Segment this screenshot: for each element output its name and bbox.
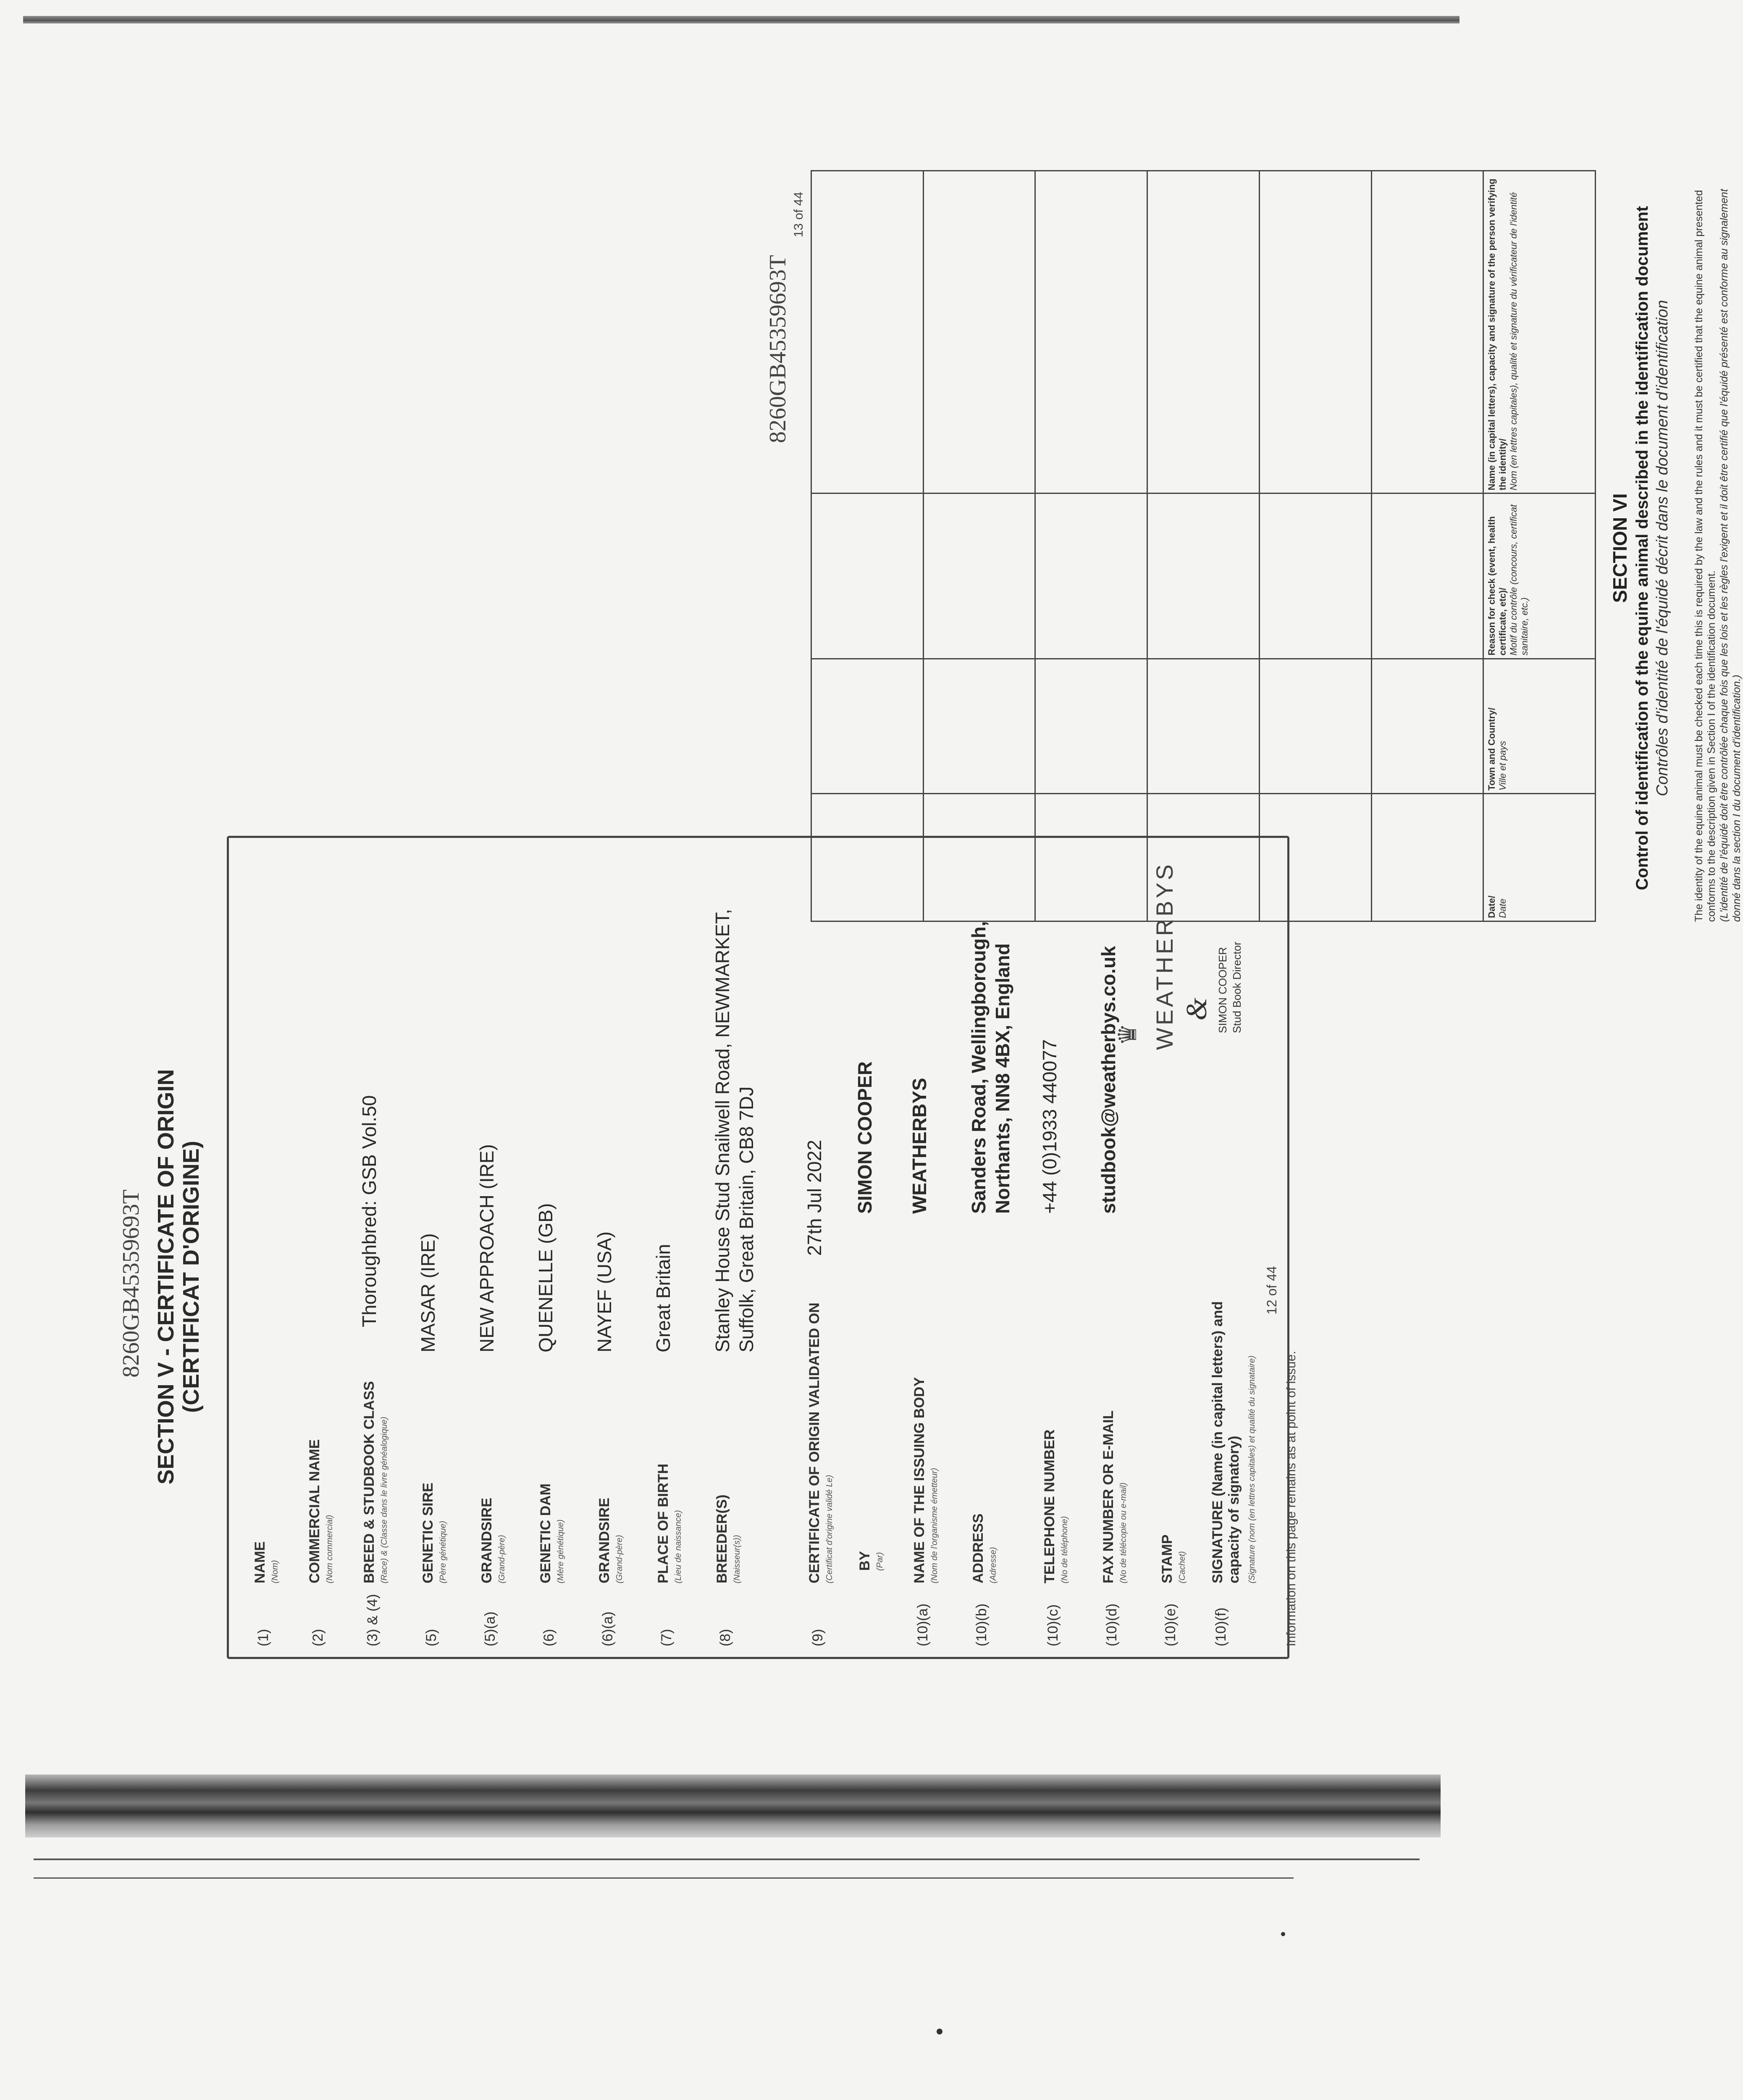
table-row: [1371, 171, 1483, 921]
table-cell: [1035, 659, 1147, 794]
weatherbys-stamp: WEATHERBYS: [1151, 862, 1178, 1050]
table-cell: [811, 494, 924, 659]
table-cell: [1259, 494, 1371, 659]
certificate-of-origin-page: [101, 862, 1415, 1743]
field-label: GENETIC SIRE: [420, 1483, 436, 1583]
description-en: The identity of the equine animal must be checked each time this is required by the law and the rules and it must be certified that the equine animal presented conforms to the description given in Section I of the identification document.: [1693, 190, 1717, 922]
document-reference: 8260GB45359693T: [765, 255, 791, 443]
scan-line: [34, 1858, 1420, 1860]
table-cell: [923, 494, 1035, 659]
field-label-fr: (Nom commercial): [325, 1515, 334, 1583]
table-cell: [1259, 171, 1371, 494]
column-header-date: [1483, 794, 1596, 921]
field-label-fr: (No de télécopie ou e-mail): [1119, 1482, 1128, 1583]
field-label: NAME: [252, 1541, 268, 1583]
column-header-town-country: [1483, 659, 1596, 794]
field-row: [854, 848, 903, 1646]
scan-binding-shadow: [25, 1774, 1441, 1838]
field-row: [970, 848, 1029, 1646]
field-row: [535, 848, 584, 1646]
scan-speck: [937, 2029, 942, 2034]
column-label: Name (in capital letters), capacity and signature of the person verifying the identity/: [1486, 178, 1508, 491]
scan-edge-top: [23, 16, 1460, 24]
field-number: (10)(b): [974, 1603, 990, 1646]
field-label: CERTIFICATE OF ORIGIN VALIDATED ON: [806, 1302, 822, 1583]
table-row: [1147, 171, 1260, 921]
field-row: [1039, 848, 1088, 1646]
column-label: Reason for check (event, health certificate, etc)/: [1486, 516, 1508, 656]
field-number: (10)(f): [1213, 1607, 1229, 1646]
field-number: (6): [541, 1629, 557, 1646]
section-title: SECTION VI: [1609, 493, 1631, 603]
field-label-fr: (Père génétique): [438, 1521, 448, 1583]
field-number: (10)(e): [1163, 1603, 1179, 1646]
field-number: (9): [810, 1629, 826, 1646]
signatory-name: SIMON COOPER: [1216, 947, 1229, 1033]
field-number: (10)(a): [915, 1603, 931, 1646]
identification-control-page: [752, 166, 1743, 930]
dam-value: QUENELLE (GB): [535, 1203, 556, 1352]
breed-value: Thoroughbred: GSB Vol.50: [358, 1095, 380, 1327]
table-cell: [923, 659, 1035, 794]
field-row: [803, 848, 853, 1646]
field-number: (8): [717, 1629, 733, 1646]
column-header-reason: [1483, 494, 1596, 659]
field-row: [652, 848, 701, 1646]
sire-value: MASAR (IRE): [417, 1233, 439, 1352]
field-row: [252, 848, 298, 1646]
field-label-fr: (Nom de l'organisme émetteur): [930, 1467, 939, 1583]
field-row: [908, 848, 958, 1646]
field-row: [593, 848, 643, 1646]
signature-mark: &: [1181, 998, 1213, 1021]
field-label: GRANDSIRE: [479, 1497, 495, 1583]
field-label: TELEPHONE NUMBER: [1042, 1429, 1058, 1583]
field-row: [1097, 848, 1147, 1646]
crest-icon: ♛: [1113, 1023, 1142, 1046]
table-row: [1259, 171, 1371, 921]
section-subtitle-fr: Contrôles d'identité de l'équidé décrit dans le document d'identification: [1654, 300, 1671, 796]
field-label-fr: (Cachet): [1178, 1551, 1187, 1583]
column-label-fr: Date: [1497, 898, 1508, 918]
email-value: studbook@weatherbys.co.uk: [1097, 946, 1119, 1214]
field-number: (6)(a): [600, 1611, 616, 1646]
field-label-fr: (Lieu de naissance): [674, 1510, 683, 1583]
table-cell: [1259, 659, 1371, 794]
table-cell: [1147, 794, 1260, 921]
field-row: [307, 848, 353, 1646]
table-cell: [923, 171, 1035, 494]
table-cell: [1035, 494, 1147, 659]
field-label-fr: (No de téléphone): [1060, 1516, 1069, 1583]
validated-date-value: 27th Jul 2022: [803, 1139, 825, 1256]
page-footer-note: Information on this page remains as at point of issue.: [1284, 1351, 1298, 1646]
page-number: 13 of 44: [792, 192, 806, 237]
table-cell: [1259, 794, 1371, 921]
table-cell: [1371, 494, 1483, 659]
telephone-value: +44 (0)1933 440077: [1039, 1039, 1060, 1214]
place-of-birth-value: Great Britain: [652, 1244, 674, 1352]
signatory-block: [1216, 942, 1244, 1033]
table-cell: [1147, 659, 1260, 794]
field-label: BY: [857, 1551, 873, 1571]
grandsire-value: NEW APPROACH (IRE): [476, 1144, 498, 1352]
field-label: BREEDER(S): [714, 1494, 730, 1583]
field-label-fr: (Grand-père): [497, 1535, 507, 1583]
field-label: FAX NUMBER OR E-MAIL: [1100, 1410, 1116, 1583]
validated-by-value: SIMON COOPER: [854, 1061, 876, 1214]
table-cell: [923, 794, 1035, 921]
field-number: (5)(a): [482, 1611, 498, 1646]
field-label: BREED & STUDBOOK CLASS: [361, 1381, 377, 1583]
field-row: [358, 848, 407, 1646]
table-cell: [811, 794, 924, 921]
field-number: (3) & (4): [365, 1594, 381, 1646]
field-row: [417, 848, 466, 1646]
field-label-fr: (Signature (nom (en lettres capitales) et qualité du signataire): [1247, 1355, 1257, 1583]
document-reference: 8260GB45359693T: [118, 1189, 144, 1378]
field-row: [711, 848, 794, 1646]
section-title-fr: (CERTIFICAT D'ORIGINE): [178, 1141, 204, 1413]
table-row: [811, 171, 924, 921]
column-label: Date/: [1486, 895, 1497, 918]
address-value: Sanders Road, Wellingborough, Northants, NN8 4BX, England: [968, 921, 1014, 1214]
page-number: 12 of 44: [1264, 1266, 1279, 1315]
field-number: (5): [423, 1629, 439, 1646]
field-label-fr: (Mère génétique): [556, 1519, 565, 1583]
field-label-fr: (Certificat d'origine validé Le): [825, 1475, 834, 1583]
field-label: COMMERCIAL NAME: [307, 1439, 323, 1583]
field-number: (1): [255, 1629, 271, 1646]
section-description: [1693, 170, 1743, 922]
section-title: SECTION V - CERTIFICATE OF ORIGIN: [153, 1069, 178, 1485]
field-number: (2): [310, 1629, 326, 1646]
scan-speck: [1281, 1932, 1285, 1936]
column-header-verifier: [1483, 171, 1596, 494]
field-label: STAMP: [1159, 1534, 1175, 1583]
field-label: PLACE OF BIRTH: [655, 1463, 671, 1583]
table-cell: [1035, 794, 1147, 921]
field-label-fr: (Grand-père): [615, 1535, 624, 1583]
section-subtitle: Control of identification of the equine animal described in the identification document: [1633, 206, 1651, 890]
table-cell: [1147, 494, 1260, 659]
field-label-fr: (Adresse): [989, 1547, 998, 1583]
field-label-fr: (Race) & (Classe dans le livre généalogique): [380, 1417, 389, 1583]
column-label-fr: Motif du contrôle (concours, certificat sanitaire, etc.): [1508, 504, 1530, 656]
column-label-fr: Nom (en lettres capitales), qualité et signature du vérificateur de l'identité: [1508, 192, 1519, 491]
section-v-title: [153, 1046, 204, 1508]
table-cell: [811, 659, 924, 794]
table-cell: [1371, 794, 1483, 921]
field-label-fr: (Nom): [270, 1560, 280, 1583]
identification-check-table: [811, 170, 1596, 922]
column-label: Town and Country/: [1486, 707, 1497, 791]
field-label: SIGNATURE (Name (in capital letters) and capacity of signatory): [1210, 1301, 1242, 1583]
table-cell: [811, 171, 924, 494]
section-vi-heading: [1609, 166, 1672, 930]
field-number: (10)(c): [1045, 1604, 1061, 1646]
signatory-role: Stud Book Director: [1230, 941, 1243, 1033]
breeder-value: Stanley House Stud Snailwell Road, NEWMARKET, Suffolk, Great Britain, CB8 7DJ: [711, 909, 758, 1352]
table-cell: [1371, 171, 1483, 494]
column-label-fr: Ville et pays: [1497, 741, 1508, 791]
table-cell: [1035, 171, 1147, 494]
field-label: NAME OF THE ISSUING BODY: [911, 1377, 927, 1583]
scan-line: [34, 1877, 1294, 1879]
field-label: GENETIC DAM: [538, 1483, 554, 1583]
dam-grandsire-value: NAYEF (USA): [593, 1231, 615, 1352]
issuing-body-value: WEATHERBYS: [908, 1078, 930, 1214]
field-number: (7): [659, 1629, 675, 1646]
table-cell: [1147, 171, 1260, 494]
table-cell: [1371, 659, 1483, 794]
field-label: ADDRESS: [970, 1513, 986, 1583]
field-number: (10)(d): [1104, 1603, 1120, 1646]
field-label-fr: (Naisseur(s)): [732, 1535, 742, 1583]
table-header-row: [1483, 171, 1596, 921]
description-fr: (L'identité de l'équidé doit être contrôlée chaque fois que les lois et les règles l'exigent et il doit être certifié que l'équidé présenté est conforme au signalement donné dans la section I du document d'identification.): [1718, 189, 1743, 922]
field-label-fr: (Par): [875, 1552, 885, 1571]
field-label: GRANDSIRE: [596, 1497, 612, 1583]
table-row: [1035, 171, 1147, 921]
field-row: [476, 848, 525, 1646]
table-row: [923, 171, 1035, 921]
